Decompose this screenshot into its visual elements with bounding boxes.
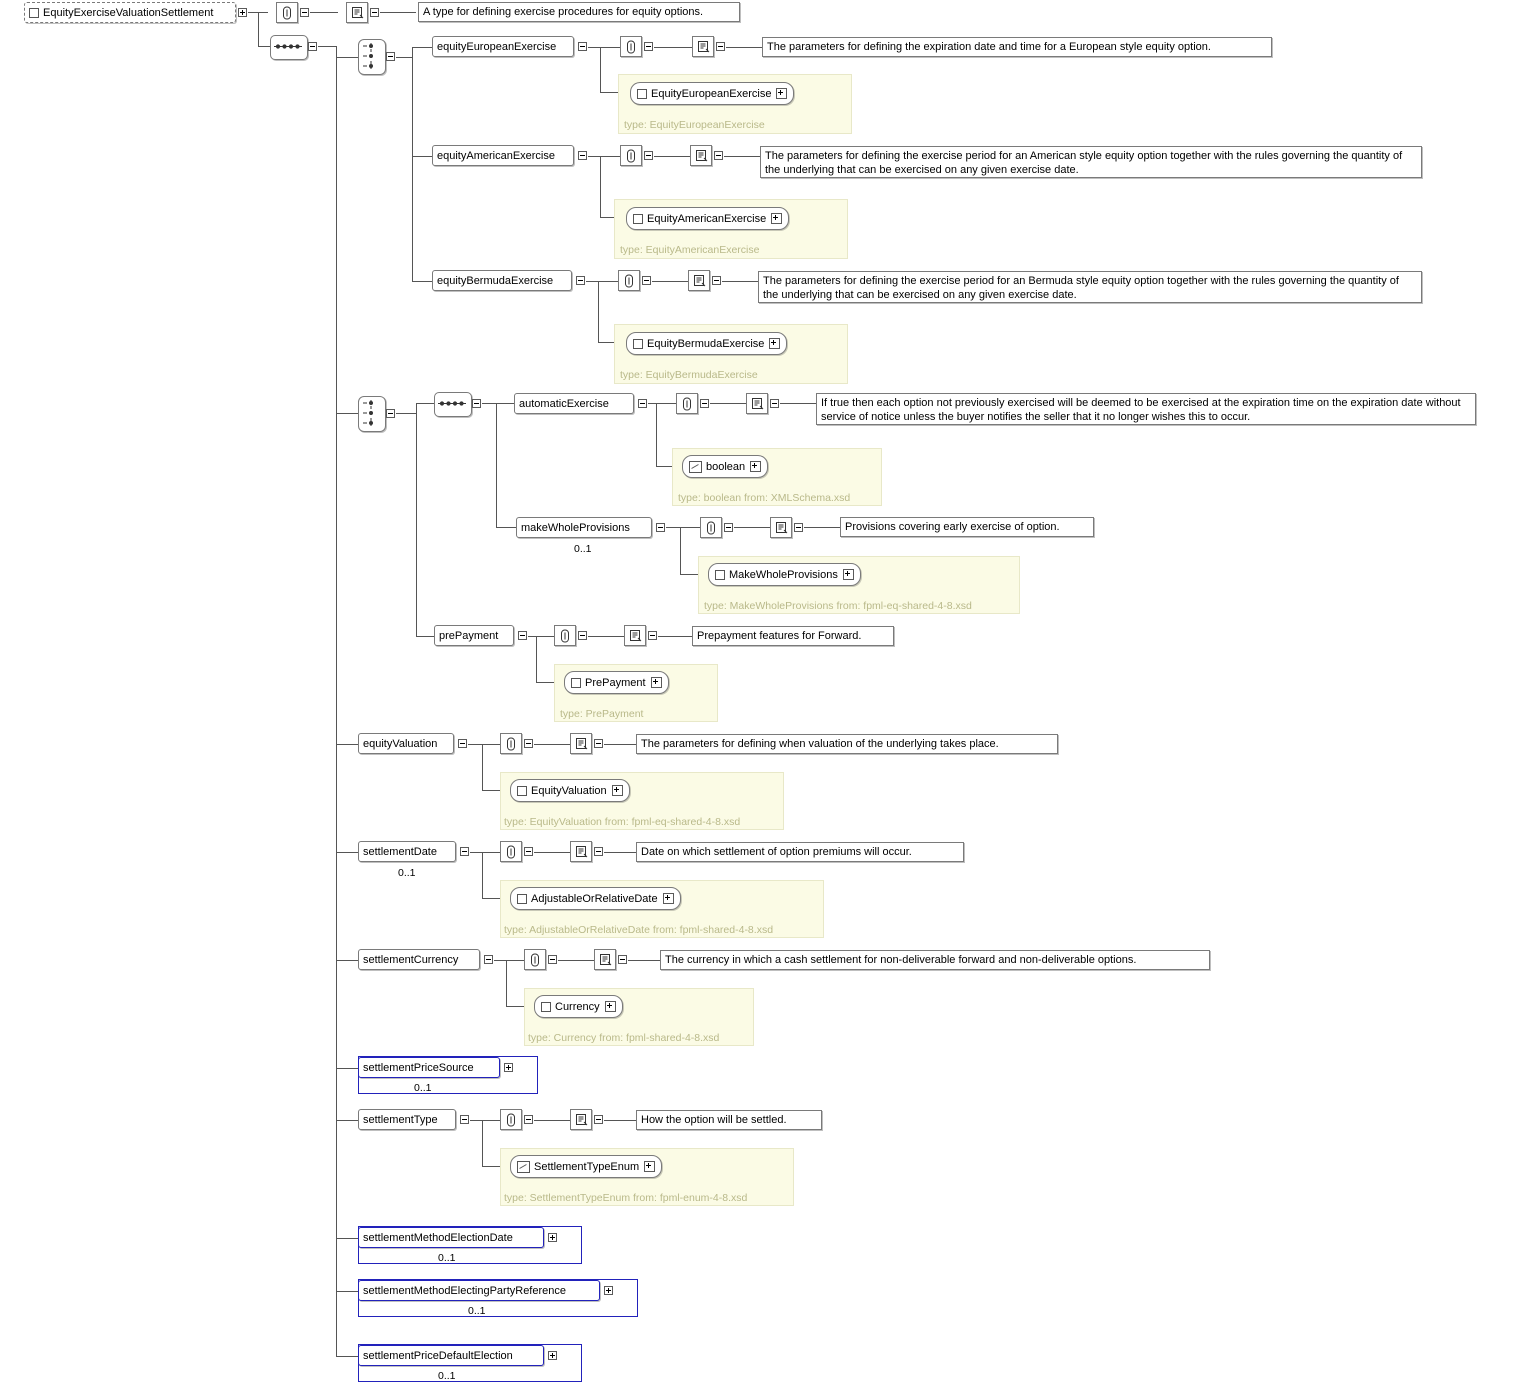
expand-icon[interactable] <box>843 569 854 580</box>
element-equityAmericanExercise[interactable] <box>432 145 574 166</box>
documentation-text: Provisions covering early exercise of option. <box>840 517 1094 537</box>
element-prePayment[interactable] <box>434 625 514 646</box>
type-box-label: EquityValuation <box>531 784 607 797</box>
element-label: settlementDate <box>363 845 437 858</box>
type-box-label: EquityBermudaExercise <box>647 337 765 350</box>
element-label: settlementPriceDefaultElection <box>363 1349 513 1362</box>
element-settlementMethodElectingPartyReference[interactable] <box>358 1280 600 1301</box>
documentation-collapse-icon[interactable] <box>716 42 725 51</box>
element-settlementCurrency[interactable] <box>358 949 480 970</box>
element-collapse-icon[interactable] <box>656 523 665 532</box>
documentation-icon[interactable] <box>770 517 792 538</box>
type-box-label: SettlementTypeEnum <box>534 1160 640 1173</box>
expand-icon[interactable] <box>548 1233 557 1242</box>
documentation-icon[interactable] <box>624 625 646 646</box>
attributes-collapse-icon[interactable] <box>700 399 709 408</box>
attributes-icon[interactable] <box>676 393 698 414</box>
element-square-icon <box>517 894 527 904</box>
element-settlementDate[interactable] <box>358 841 456 862</box>
element-settlementPriceDefaultElection[interactable] <box>358 1345 544 1366</box>
element-collapse-icon[interactable] <box>458 739 467 748</box>
type-caption: type: EquityBermudaExercise <box>620 369 758 381</box>
choice-connector-icon[interactable] <box>358 39 386 75</box>
documentation-icon[interactable] <box>594 949 616 970</box>
element-equityBermudaExercise[interactable] <box>432 270 572 291</box>
element-collapse-icon[interactable] <box>578 151 587 160</box>
element-label: settlementPriceSource <box>363 1061 474 1074</box>
documentation-collapse-icon[interactable] <box>594 1115 603 1124</box>
attributes-collapse-icon[interactable] <box>300 8 309 17</box>
element-square-icon <box>633 214 643 224</box>
documentation-icon[interactable] <box>746 393 768 414</box>
attributes-icon[interactable] <box>700 517 722 538</box>
type-box-boolean[interactable] <box>682 455 768 478</box>
attributes-collapse-icon[interactable] <box>644 42 653 51</box>
attributes-collapse-icon[interactable] <box>524 847 533 856</box>
cardinality-label: 0..1 <box>574 543 592 555</box>
type-box-EquityEuropeanExercise[interactable] <box>630 82 794 105</box>
choice-connector-icon[interactable] <box>358 396 386 432</box>
documentation-text: If true then each option not previously exercised will be deemed to be exercised at the expiration time on the expiration date without service of notice unless the buyer notifies the seller that it no longer wishes this to occur. <box>816 393 1476 425</box>
attributes-icon[interactable] <box>276 2 298 23</box>
element-settlementMethodElectionDate[interactable] <box>358 1227 544 1248</box>
documentation-collapse-icon[interactable] <box>794 523 803 532</box>
type-box-label: Currency <box>555 1000 600 1013</box>
element-label: settlementMethodElectingPartyReference <box>363 1284 566 1297</box>
documentation-text: The parameters for defining the expiration date and time for a European style equity option. <box>762 37 1272 57</box>
type-caption: type: Currency from: fpml-shared-4-8.xsd <box>528 1032 720 1044</box>
documentation-collapse-icon[interactable] <box>714 151 723 160</box>
element-collapse-icon[interactable] <box>460 847 469 856</box>
sequence-connector-icon[interactable] <box>270 35 308 60</box>
type-caption: type: MakeWholeProvisions from: fpml-eq-shared-4-8.xsd <box>704 600 972 612</box>
expand-icon[interactable] <box>651 677 662 688</box>
element-label: automaticExercise <box>519 397 609 410</box>
element-square-icon <box>517 786 527 796</box>
documentation-text: The parameters for defining when valuation of the underlying takes place. <box>636 734 1058 754</box>
element-square-icon <box>715 570 725 580</box>
element-collapse-icon[interactable] <box>518 631 527 640</box>
type-box-AdjustableOrRelativeDate[interactable] <box>510 887 681 910</box>
documentation-icon[interactable] <box>570 733 592 754</box>
element-makeWholeProvisions[interactable] <box>516 517 652 538</box>
cardinality-label: 0..1 <box>398 867 416 879</box>
type-box-label: PrePayment <box>585 676 646 689</box>
element-label: prePayment <box>439 629 499 642</box>
choice-collapse-icon[interactable] <box>386 52 395 61</box>
type-caption: type: boolean from: XMLSchema.xsd <box>678 492 851 504</box>
element-collapse-icon[interactable] <box>484 955 493 964</box>
element-settlementType[interactable] <box>358 1109 456 1130</box>
documentation-icon[interactable] <box>688 270 710 291</box>
type-box-EquityValuation[interactable] <box>510 779 630 802</box>
element-equityValuation[interactable] <box>358 733 454 754</box>
documentation-icon[interactable] <box>346 2 368 23</box>
element-square-icon <box>633 339 643 349</box>
element-square-icon <box>29 8 39 18</box>
documentation-collapse-icon[interactable] <box>648 631 657 640</box>
element-collapse-icon[interactable] <box>638 399 647 408</box>
type-box-label: EquityAmericanExercise <box>647 212 767 225</box>
type-caption: type: PrePayment <box>560 708 644 720</box>
expand-icon[interactable] <box>238 8 247 17</box>
documentation-collapse-icon[interactable] <box>712 276 721 285</box>
root-element-box[interactable] <box>24 2 236 23</box>
attributes-collapse-icon[interactable] <box>642 276 651 285</box>
documentation-icon[interactable] <box>570 841 592 862</box>
sequence-collapse-icon[interactable] <box>472 399 481 408</box>
element-label: equityEuropeanExercise <box>437 40 557 53</box>
element-collapse-icon[interactable] <box>578 42 587 51</box>
attributes-icon[interactable] <box>620 36 642 57</box>
documentation-icon[interactable] <box>570 1109 592 1130</box>
type-caption: type: EquityValuation from: fpml-eq-shared-4-8.xsd <box>504 816 741 828</box>
documentation-text: The parameters for defining the exercise period for an American style equity option together with the rules governing the quantity of the underlying that can be exercised on any given exercise date. <box>760 146 1422 178</box>
expand-icon[interactable] <box>504 1063 513 1072</box>
documentation-text: The parameters for defining the exercise period for an Bermuda style equity option together with the rules governing the quantity of the underlying that can be exercised on any given exercise date. <box>758 271 1422 303</box>
element-automaticExercise[interactable] <box>514 393 634 414</box>
root-element-label: EquityExerciseValuationSettlement <box>43 6 214 19</box>
cardinality-label: 0..1 <box>414 1082 432 1094</box>
element-label: settlementMethodElectionDate <box>363 1231 513 1244</box>
element-label: settlementType <box>363 1113 438 1126</box>
attributes-icon[interactable] <box>500 1109 522 1130</box>
element-square-icon <box>541 1002 551 1012</box>
expand-icon[interactable] <box>548 1351 557 1360</box>
documentation-text: The currency in which a cash settlement for non-deliverable forward and non-deliverable options. <box>660 950 1210 970</box>
attributes-icon[interactable] <box>500 733 522 754</box>
type-box-label: EquityEuropeanExercise <box>651 87 772 100</box>
attributes-collapse-icon[interactable] <box>524 739 533 748</box>
documentation-icon[interactable] <box>692 36 714 57</box>
expand-icon[interactable] <box>663 893 674 904</box>
documentation-collapse-icon[interactable] <box>370 8 379 17</box>
element-equityEuropeanExercise[interactable] <box>432 36 574 57</box>
expand-icon[interactable] <box>644 1161 655 1172</box>
expand-icon[interactable] <box>771 213 782 224</box>
type-box-MakeWholeProvisions[interactable] <box>708 563 861 586</box>
expand-icon[interactable] <box>769 338 780 349</box>
element-settlementPriceSource[interactable] <box>358 1057 500 1078</box>
element-label: settlementCurrency <box>363 953 459 966</box>
type-box-label: boolean <box>706 460 746 473</box>
cardinality-label: 0..1 <box>468 1305 486 1317</box>
expand-icon[interactable] <box>776 88 787 99</box>
attributes-icon[interactable] <box>620 145 642 166</box>
cardinality-label: 0..1 <box>438 1370 456 1382</box>
type-caption: type: SettlementTypeEnum from: fpml-enum-4-8.xsd <box>504 1192 748 1204</box>
element-label: makeWholeProvisions <box>521 521 630 534</box>
documentation-collapse-icon[interactable] <box>594 847 603 856</box>
element-label: equityAmericanExercise <box>437 149 555 162</box>
documentation-collapse-icon[interactable] <box>618 955 627 964</box>
sequence-connector-icon[interactable] <box>434 392 472 417</box>
type-box-Currency[interactable] <box>534 995 623 1018</box>
type-box-label: AdjustableOrRelativeDate <box>531 892 658 905</box>
documentation-collapse-icon[interactable] <box>770 399 779 408</box>
documentation-text: Date on which settlement of option premiums will occur. <box>636 842 964 862</box>
expand-icon[interactable] <box>612 785 623 796</box>
element-collapse-icon[interactable] <box>576 276 585 285</box>
sequence-collapse-icon[interactable] <box>308 42 317 51</box>
attributes-collapse-icon[interactable] <box>644 151 653 160</box>
attributes-collapse-icon[interactable] <box>578 631 587 640</box>
element-label: equityBermudaExercise <box>437 274 554 287</box>
type-box-SettlementTypeEnum[interactable] <box>510 1155 662 1178</box>
type-box-EquityAmericanExercise[interactable] <box>626 207 789 230</box>
cardinality-label: 0..1 <box>438 1252 456 1264</box>
expand-icon[interactable] <box>604 1286 613 1295</box>
type-caption: type: AdjustableOrRelativeDate from: fpml-shared-4-8.xsd <box>504 924 774 936</box>
element-label: equityValuation <box>363 737 438 750</box>
documentation-text: Prepayment features for Forward. <box>692 626 894 646</box>
documentation-text: How the option will be settled. <box>636 1110 822 1130</box>
element-collapse-icon[interactable] <box>460 1115 469 1124</box>
expand-icon[interactable] <box>750 461 761 472</box>
documentation-collapse-icon[interactable] <box>594 739 603 748</box>
choice-collapse-icon[interactable] <box>386 409 395 418</box>
element-square-icon <box>571 678 581 688</box>
attributes-icon[interactable] <box>500 841 522 862</box>
attributes-collapse-icon[interactable] <box>724 523 733 532</box>
type-box-EquityBermudaExercise[interactable] <box>626 332 787 355</box>
attributes-icon[interactable] <box>524 949 546 970</box>
attributes-icon[interactable] <box>618 270 640 291</box>
root-documentation: A type for defining exercise procedures for equity options. <box>418 2 740 22</box>
type-caption: type: EquityEuropeanExercise <box>624 119 765 131</box>
documentation-icon[interactable] <box>690 145 712 166</box>
expand-icon[interactable] <box>605 1001 616 1012</box>
type-box-label: MakeWholeProvisions <box>729 568 838 581</box>
type-box-PrePayment[interactable] <box>564 671 669 694</box>
attributes-collapse-icon[interactable] <box>524 1115 533 1124</box>
attributes-icon[interactable] <box>554 625 576 646</box>
type-caption: type: EquityAmericanExercise <box>620 244 760 256</box>
attributes-collapse-icon[interactable] <box>548 955 557 964</box>
element-square-icon <box>637 89 647 99</box>
